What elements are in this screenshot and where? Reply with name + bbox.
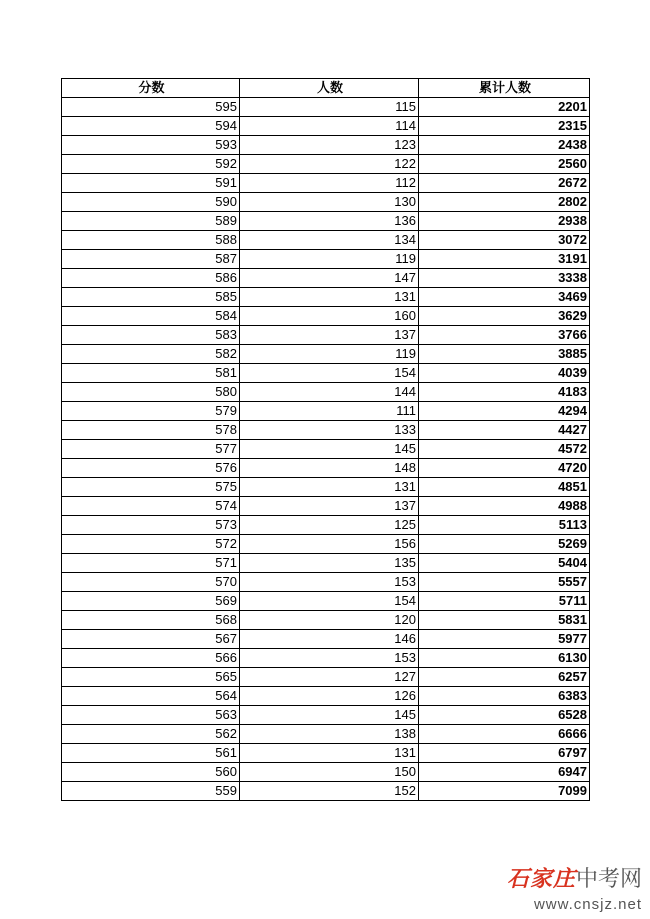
cell-cumulative: 2315 bbox=[419, 117, 590, 136]
table-row bbox=[62, 174, 590, 193]
table-header-row bbox=[62, 79, 590, 98]
cell-score: 580 bbox=[62, 383, 240, 402]
cell-score: 589 bbox=[62, 212, 240, 231]
table-row bbox=[62, 554, 590, 573]
cell-score: 582 bbox=[62, 345, 240, 364]
cell-cumulative: 5269 bbox=[419, 535, 590, 554]
cell-cumulative: 3338 bbox=[419, 269, 590, 288]
cell-count: 153 bbox=[240, 649, 419, 668]
cell-score: 562 bbox=[62, 725, 240, 744]
cell-cumulative: 2802 bbox=[419, 193, 590, 212]
cell-cumulative: 4720 bbox=[419, 459, 590, 478]
cell-cumulative: 3469 bbox=[419, 288, 590, 307]
cell-cumulative: 5557 bbox=[419, 573, 590, 592]
table-row bbox=[62, 421, 590, 440]
cell-cumulative: 3191 bbox=[419, 250, 590, 269]
cell-score: 585 bbox=[62, 288, 240, 307]
cell-cumulative: 3072 bbox=[419, 231, 590, 250]
cell-score: 594 bbox=[62, 117, 240, 136]
table-row bbox=[62, 98, 590, 117]
table-row bbox=[62, 763, 590, 782]
table-body bbox=[62, 98, 590, 801]
watermark-logo bbox=[492, 866, 642, 893]
table-row bbox=[62, 516, 590, 535]
cell-count: 145 bbox=[240, 706, 419, 725]
cell-count: 123 bbox=[240, 136, 419, 155]
cell-count: 160 bbox=[240, 307, 419, 326]
table-row bbox=[62, 326, 590, 345]
cell-cumulative: 2201 bbox=[419, 98, 590, 117]
table-row bbox=[62, 231, 590, 250]
cell-cumulative: 3629 bbox=[419, 307, 590, 326]
table-row bbox=[62, 573, 590, 592]
cell-score: 586 bbox=[62, 269, 240, 288]
cell-count: 131 bbox=[240, 478, 419, 497]
cell-score: 592 bbox=[62, 155, 240, 174]
cell-cumulative: 6383 bbox=[419, 687, 590, 706]
header-cumulative: 累计人数 bbox=[419, 79, 590, 98]
cell-cumulative: 6947 bbox=[419, 763, 590, 782]
cell-count: 119 bbox=[240, 345, 419, 364]
cell-cumulative: 5113 bbox=[419, 516, 590, 535]
table-row bbox=[62, 535, 590, 554]
table-row bbox=[62, 744, 590, 763]
cell-count: 154 bbox=[240, 592, 419, 611]
cell-score: 578 bbox=[62, 421, 240, 440]
cell-score: 571 bbox=[62, 554, 240, 573]
cell-score: 567 bbox=[62, 630, 240, 649]
table-row bbox=[62, 117, 590, 136]
cell-cumulative: 4427 bbox=[419, 421, 590, 440]
cell-count: 146 bbox=[240, 630, 419, 649]
header-score: 分数 bbox=[62, 79, 240, 98]
cell-cumulative: 5711 bbox=[419, 592, 590, 611]
table-row bbox=[62, 592, 590, 611]
cell-count: 137 bbox=[240, 326, 419, 345]
cell-score: 568 bbox=[62, 611, 240, 630]
table-row bbox=[62, 782, 590, 801]
cell-score: 573 bbox=[62, 516, 240, 535]
cell-cumulative: 5831 bbox=[419, 611, 590, 630]
cell-cumulative: 4039 bbox=[419, 364, 590, 383]
cell-count: 111 bbox=[240, 402, 419, 421]
cell-count: 131 bbox=[240, 744, 419, 763]
cell-score: 593 bbox=[62, 136, 240, 155]
cell-cumulative: 2438 bbox=[419, 136, 590, 155]
cell-cumulative: 4851 bbox=[419, 478, 590, 497]
cell-count: 119 bbox=[240, 250, 419, 269]
cell-count: 137 bbox=[240, 497, 419, 516]
cell-cumulative: 4572 bbox=[419, 440, 590, 459]
table-row bbox=[62, 725, 590, 744]
cell-count: 112 bbox=[240, 174, 419, 193]
table-row bbox=[62, 288, 590, 307]
table-row bbox=[62, 478, 590, 497]
cell-cumulative: 4183 bbox=[419, 383, 590, 402]
table-row bbox=[62, 307, 590, 326]
cell-count: 120 bbox=[240, 611, 419, 630]
cell-score: 588 bbox=[62, 231, 240, 250]
cell-count: 125 bbox=[240, 516, 419, 535]
cell-score: 591 bbox=[62, 174, 240, 193]
cell-cumulative: 3766 bbox=[419, 326, 590, 345]
cell-cumulative: 2560 bbox=[419, 155, 590, 174]
cell-cumulative: 3885 bbox=[419, 345, 590, 364]
cell-count: 130 bbox=[240, 193, 419, 212]
cell-count: 133 bbox=[240, 421, 419, 440]
cell-score: 576 bbox=[62, 459, 240, 478]
cell-count: 154 bbox=[240, 364, 419, 383]
table-row bbox=[62, 364, 590, 383]
cell-score: 579 bbox=[62, 402, 240, 421]
cell-score: 572 bbox=[62, 535, 240, 554]
watermark-name: 中考网 bbox=[575, 867, 642, 892]
cell-score: 583 bbox=[62, 326, 240, 345]
cell-score: 569 bbox=[62, 592, 240, 611]
cell-cumulative: 2938 bbox=[419, 212, 590, 231]
table-row bbox=[62, 630, 590, 649]
table-row bbox=[62, 269, 590, 288]
cell-count: 127 bbox=[240, 668, 419, 687]
table-row bbox=[62, 649, 590, 668]
table-row bbox=[62, 155, 590, 174]
cell-count: 131 bbox=[240, 288, 419, 307]
cell-score: 584 bbox=[62, 307, 240, 326]
table-row bbox=[62, 706, 590, 725]
cell-cumulative: 2672 bbox=[419, 174, 590, 193]
site-watermark bbox=[492, 866, 642, 915]
cell-score: 559 bbox=[62, 782, 240, 801]
cell-score: 574 bbox=[62, 497, 240, 516]
cell-cumulative: 5977 bbox=[419, 630, 590, 649]
cell-score: 575 bbox=[62, 478, 240, 497]
table-row bbox=[62, 402, 590, 421]
cell-count: 150 bbox=[240, 763, 419, 782]
cell-count: 152 bbox=[240, 782, 419, 801]
table-row bbox=[62, 687, 590, 706]
cell-score: 563 bbox=[62, 706, 240, 725]
table-row bbox=[62, 668, 590, 687]
cell-count: 147 bbox=[240, 269, 419, 288]
cell-cumulative: 6666 bbox=[419, 725, 590, 744]
cell-count: 115 bbox=[240, 98, 419, 117]
cell-score: 581 bbox=[62, 364, 240, 383]
score-distribution-table bbox=[61, 78, 590, 801]
cell-cumulative: 6257 bbox=[419, 668, 590, 687]
cell-cumulative: 4988 bbox=[419, 497, 590, 516]
cell-cumulative: 6130 bbox=[419, 649, 590, 668]
table-row bbox=[62, 212, 590, 231]
cell-score: 587 bbox=[62, 250, 240, 269]
table-row bbox=[62, 383, 590, 402]
table-row bbox=[62, 497, 590, 516]
cell-count: 114 bbox=[240, 117, 419, 136]
cell-count: 122 bbox=[240, 155, 419, 174]
table-row bbox=[62, 345, 590, 364]
table-row bbox=[62, 136, 590, 155]
table-row bbox=[62, 611, 590, 630]
cell-count: 134 bbox=[240, 231, 419, 250]
cell-count: 144 bbox=[240, 383, 419, 402]
cell-count: 145 bbox=[240, 440, 419, 459]
cell-score: 566 bbox=[62, 649, 240, 668]
cell-score: 565 bbox=[62, 668, 240, 687]
cell-cumulative: 7099 bbox=[419, 782, 590, 801]
cell-score: 570 bbox=[62, 573, 240, 592]
watermark-url: www.cnsjz.net bbox=[533, 896, 642, 913]
cell-score: 560 bbox=[62, 763, 240, 782]
cell-score: 561 bbox=[62, 744, 240, 763]
header-count: 人数 bbox=[240, 79, 419, 98]
cell-score: 577 bbox=[62, 440, 240, 459]
cell-cumulative: 5404 bbox=[419, 554, 590, 573]
cell-score: 564 bbox=[62, 687, 240, 706]
cell-cumulative: 6528 bbox=[419, 706, 590, 725]
cell-count: 126 bbox=[240, 687, 419, 706]
cell-count: 138 bbox=[240, 725, 419, 744]
cell-count: 136 bbox=[240, 212, 419, 231]
cell-score: 595 bbox=[62, 98, 240, 117]
watermark-brand: 石家庄 bbox=[506, 866, 576, 892]
table-row bbox=[62, 250, 590, 269]
cell-count: 156 bbox=[240, 535, 419, 554]
cell-count: 135 bbox=[240, 554, 419, 573]
table-row bbox=[62, 440, 590, 459]
table-row bbox=[62, 459, 590, 478]
table-row bbox=[62, 193, 590, 212]
cell-cumulative: 6797 bbox=[419, 744, 590, 763]
cell-cumulative: 4294 bbox=[419, 402, 590, 421]
cell-count: 148 bbox=[240, 459, 419, 478]
cell-score: 590 bbox=[62, 193, 240, 212]
cell-count: 153 bbox=[240, 573, 419, 592]
